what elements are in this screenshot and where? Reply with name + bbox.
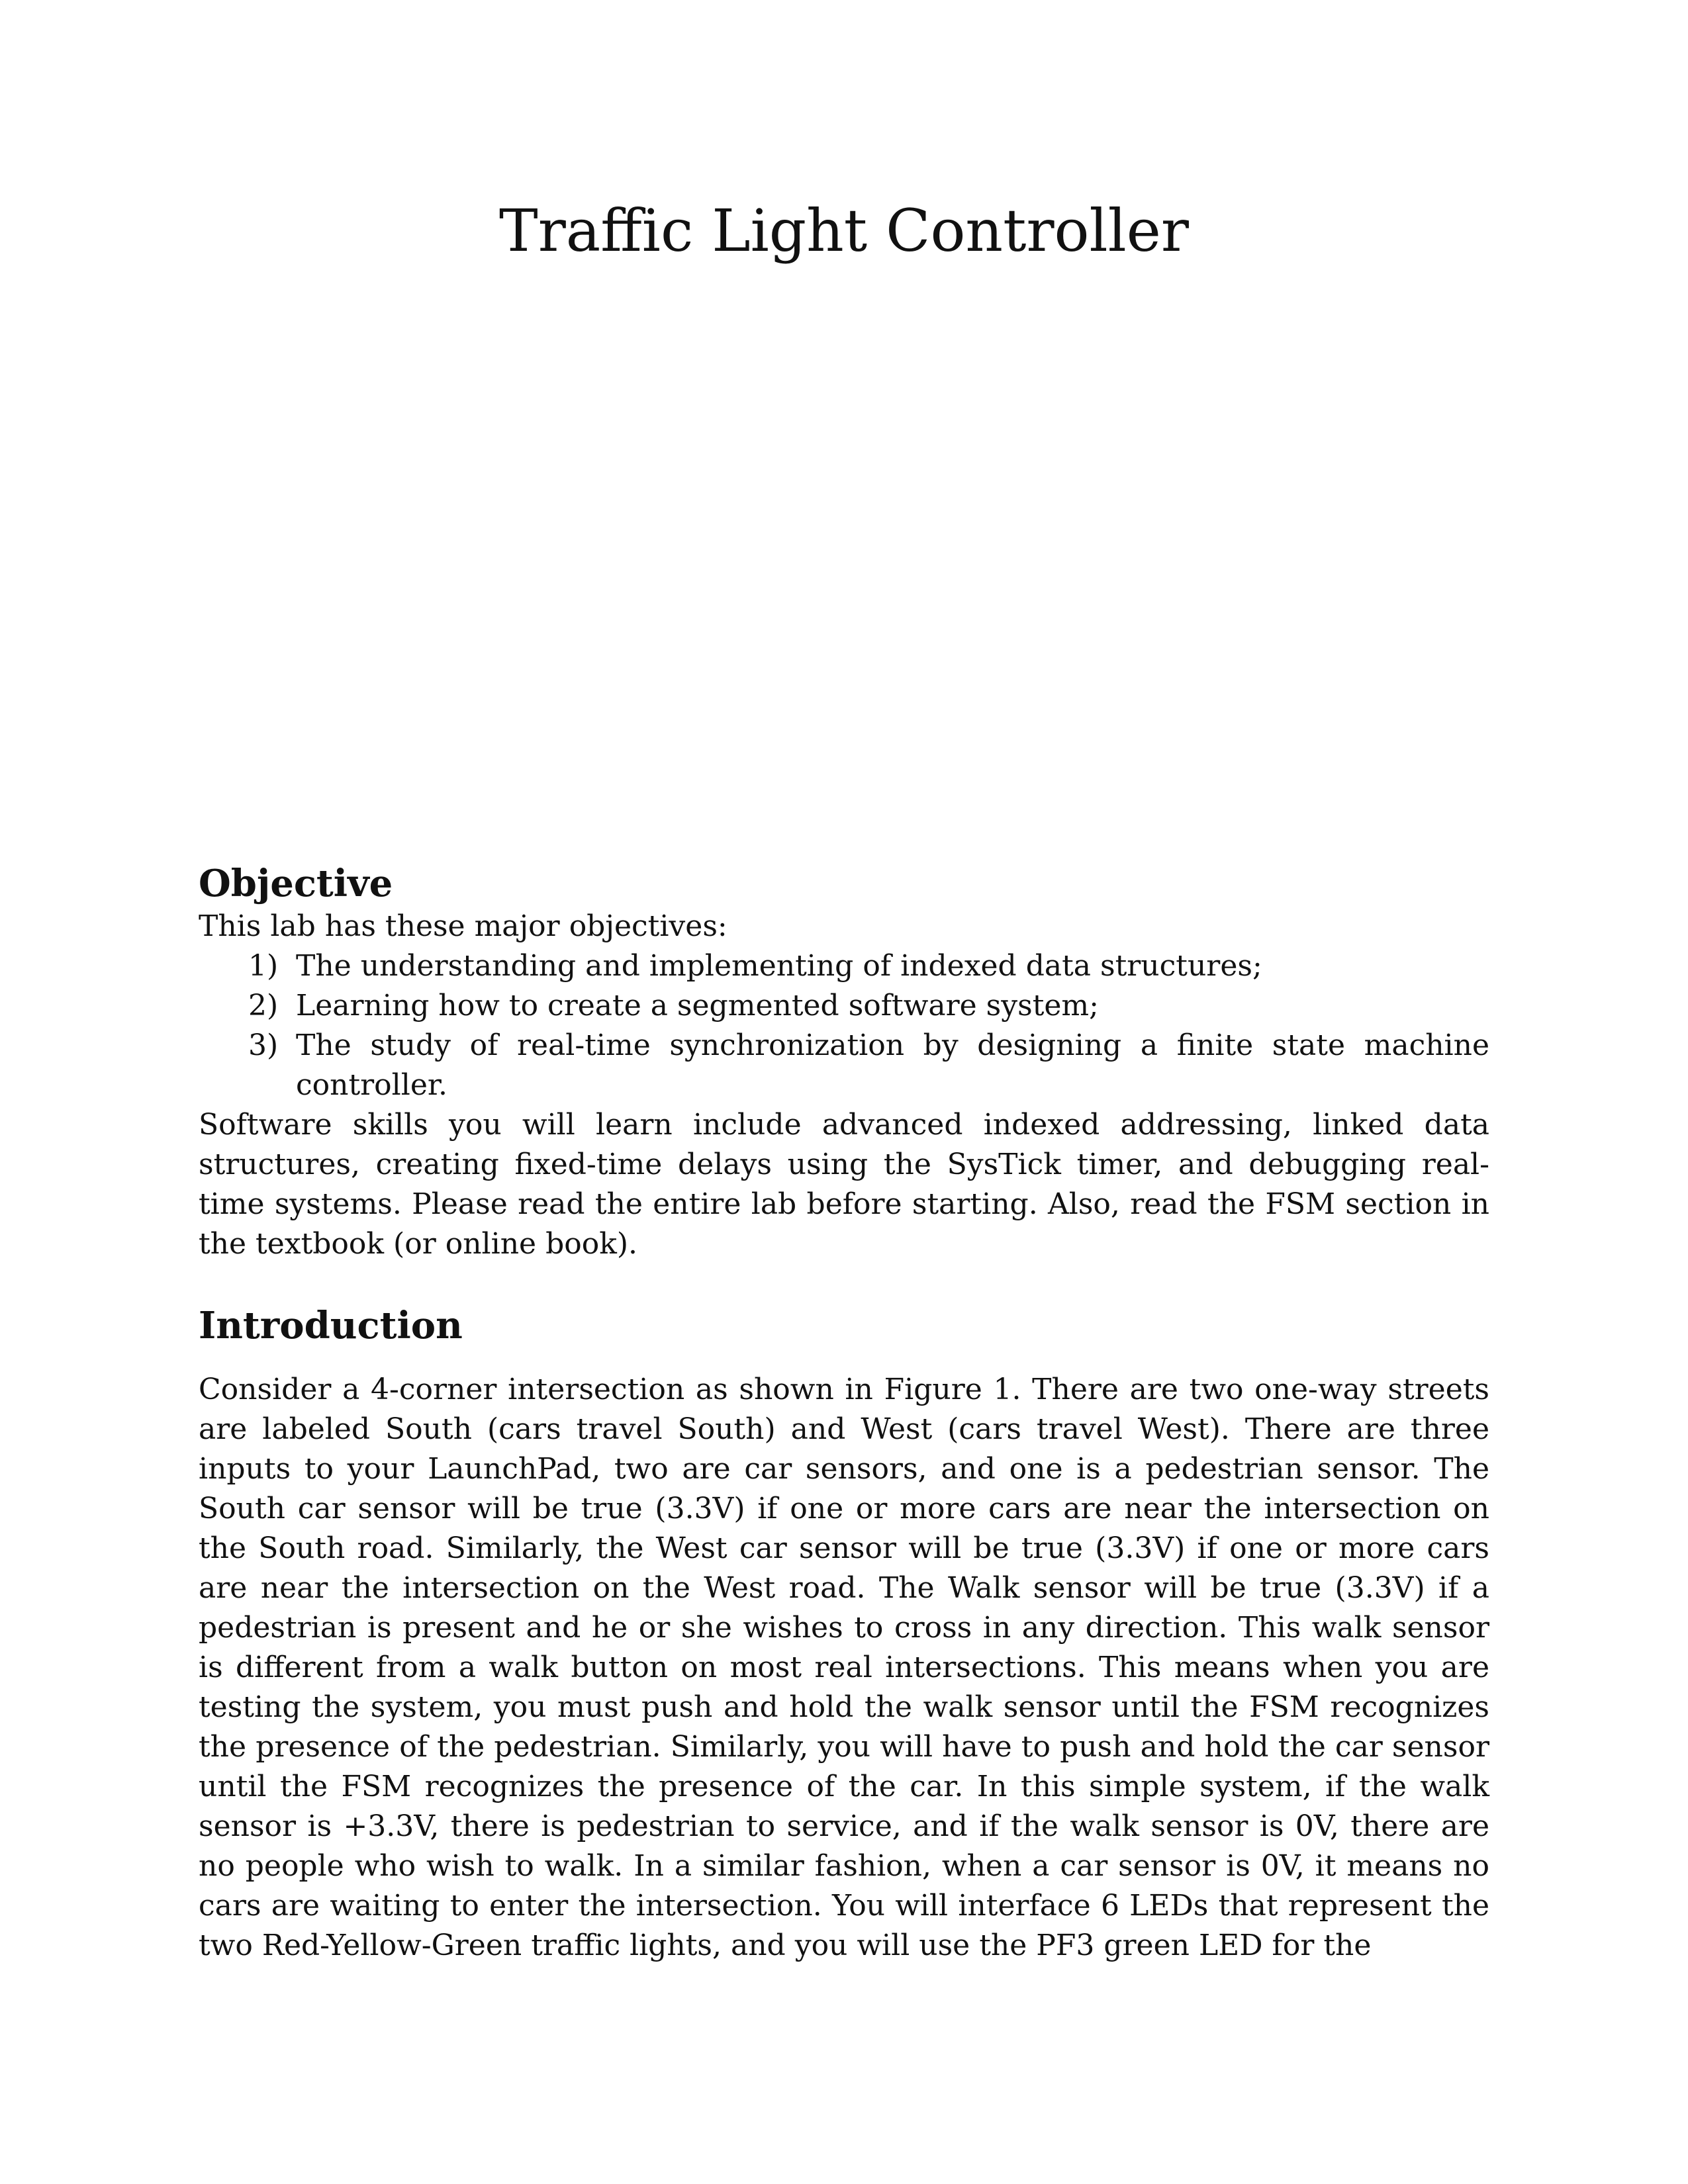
objective-item-number: 3) bbox=[248, 1028, 279, 1062]
document-body bbox=[199, 860, 1489, 1966]
objective-item bbox=[248, 1026, 1489, 1105]
introduction-paragraph: Consider a 4-corner intersection as shown in Figure 1. There are two one-way streets are labeled South (cars travel South) and West (cars travel West). There are three inputs to your LaunchPad, two are car sensors, and one is a pedestrian sensor. The South car sensor will be true (3.3V) if one or more cars are near the intersection on the South road. Similarly, the West car sensor will be true (3.3V) if one or more cars are near the intersection on the West road. The Walk sensor will be true (3.3V) if a pedestrian is present and he or she wishes to cross in any direction. This walk sensor is different from a walk button on most real intersections. This means when you are testing the system, you must push and hold the walk sensor until the FSM recognizes the presence of the pedestrian. Similarly, you will have to push and hold the car sensor until the FSM recognizes the presence of the car. In this simple system, if the walk sensor is +3.3V, there is pedestrian to service, and if the walk sensor is 0V, there are no people who wish to walk. In a similar fashion, when a car sensor is 0V, it means no cars are waiting to enter the intersection. You will interface 6 LEDs that represent the two Red-Yellow-Green traffic lights, and you will use the PF3 green LED for the bbox=[199, 1373, 1489, 1962]
introduction-section bbox=[199, 1302, 1489, 1966]
objective-lead: This lab has these major objectives: bbox=[199, 909, 727, 943]
objective-item-number: 1) bbox=[248, 949, 279, 983]
document-title: Traffic Light Controller bbox=[499, 197, 1189, 265]
objective-item bbox=[248, 986, 1489, 1026]
objective-item bbox=[248, 946, 1489, 986]
objective-item-text: Learning how to create a segmented software system; bbox=[296, 989, 1099, 1023]
introduction-heading: Introduction bbox=[199, 1304, 463, 1347]
objective-list bbox=[199, 946, 1489, 1105]
objective-item-text: The study of real-time synchronization by designing a finite state machine controller. bbox=[296, 1028, 1489, 1102]
objective-skills-paragraph: Software skills you will learn include advanced indexed addressing, linked data structures, creating fixed-time delays using the SysTick timer, and debugging real-time systems. Please read the entire lab before starting. Also, read the FSM section in the textbook (or online book). bbox=[199, 1108, 1489, 1261]
objective-item-number: 2) bbox=[248, 989, 279, 1023]
objective-section bbox=[199, 860, 1489, 1264]
objective-heading: Objective bbox=[199, 862, 393, 905]
objective-item-text: The understanding and implementing of indexed data structures; bbox=[296, 949, 1262, 983]
